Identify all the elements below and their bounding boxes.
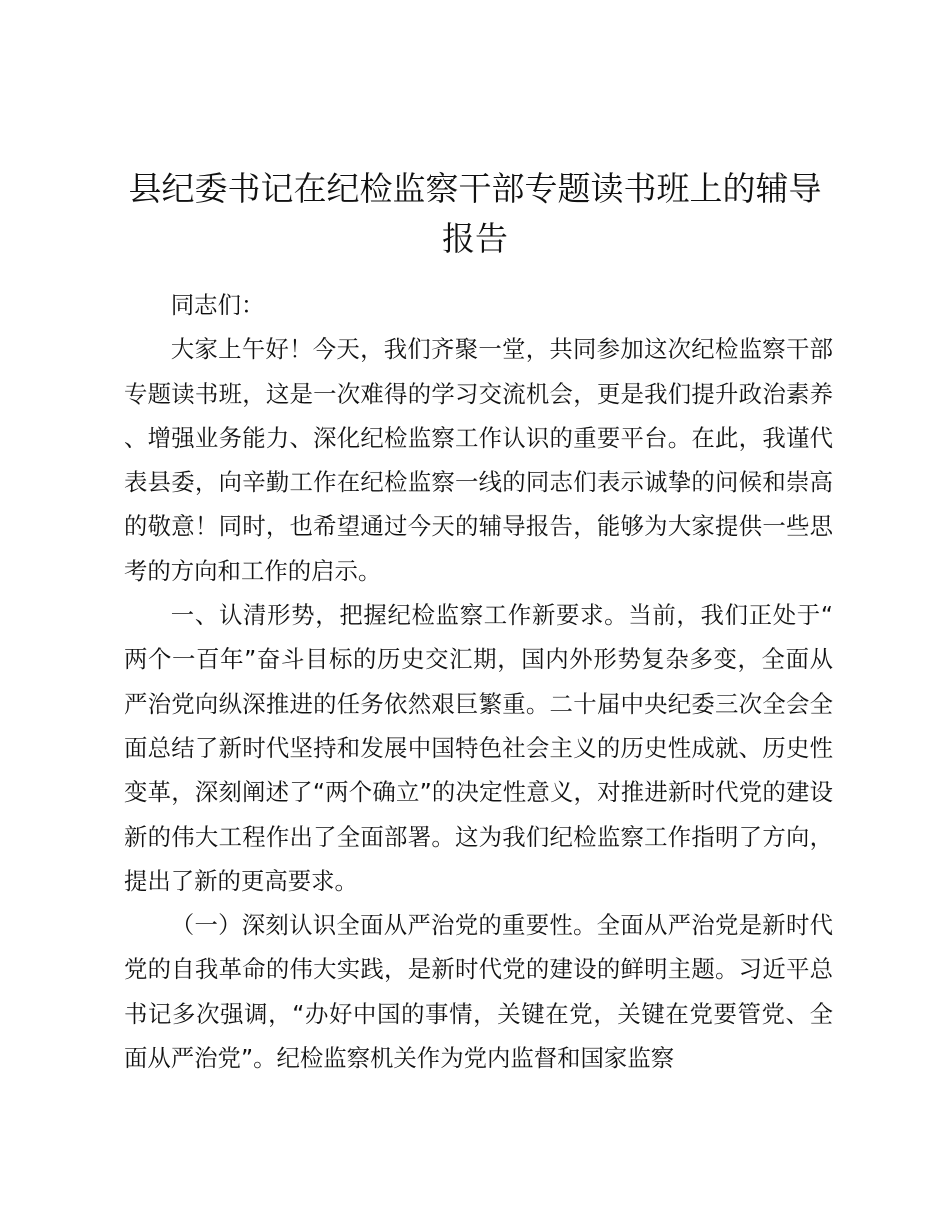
salutation-paragraph: 同志们： xyxy=(170,291,265,319)
opening-paragraph: 大家上午好！今天，我们齐聚一堂，共同参加这次纪检监察干部专题读书班，这是一次难得的学习交流机会，更是我们提升政治素养、增强业务能力、深化纪检监察工作认识的重要平台。在此，我谨代表县委，向辛勤工作在纪检监察一线的同志们表示诚挚的问候和崇高的敬意！同时，也希望通过今天的辅导报告，能够为大家提供一些思考的方向和工作的启示。 xyxy=(124,335,833,585)
section-one-paragraph: 一、认清形势，把握纪检监察工作新要求。当前，我们正处于“两个一百年”奋斗目标的历史交汇期，国内外形势复杂多变，全面从严治党向纵深推进的任务依然艰巨繁重。二十届中央纪委三次全会全面总结了新时代坚持和发展中国特色社会主义的历史性成就、历史性变革，深刻阐述了“两个确立”的决定性意义，对推进新时代党的建设新的伟大工程作出了全面部署。这为我们纪检监察工作指明了方向，提出了新的更高要求。 xyxy=(124,601,833,895)
document-title: 县纪委书记在纪检监察干部专题读书班上的辅导报告 xyxy=(128,169,822,258)
subsection-one-paragraph: （一）深刻认识全面从严治党的重要性。全面从严治党是新时代党的自我革命的伟大实践，是新时代党的建设的鲜明主题。习近平总书记多次强调，“办好中国的事情，关键在党，关键在党要管党、全面从严治党”。纪检监察机关作为党内监督和国家监察 xyxy=(124,911,833,1073)
document-body xyxy=(124,283,833,1080)
